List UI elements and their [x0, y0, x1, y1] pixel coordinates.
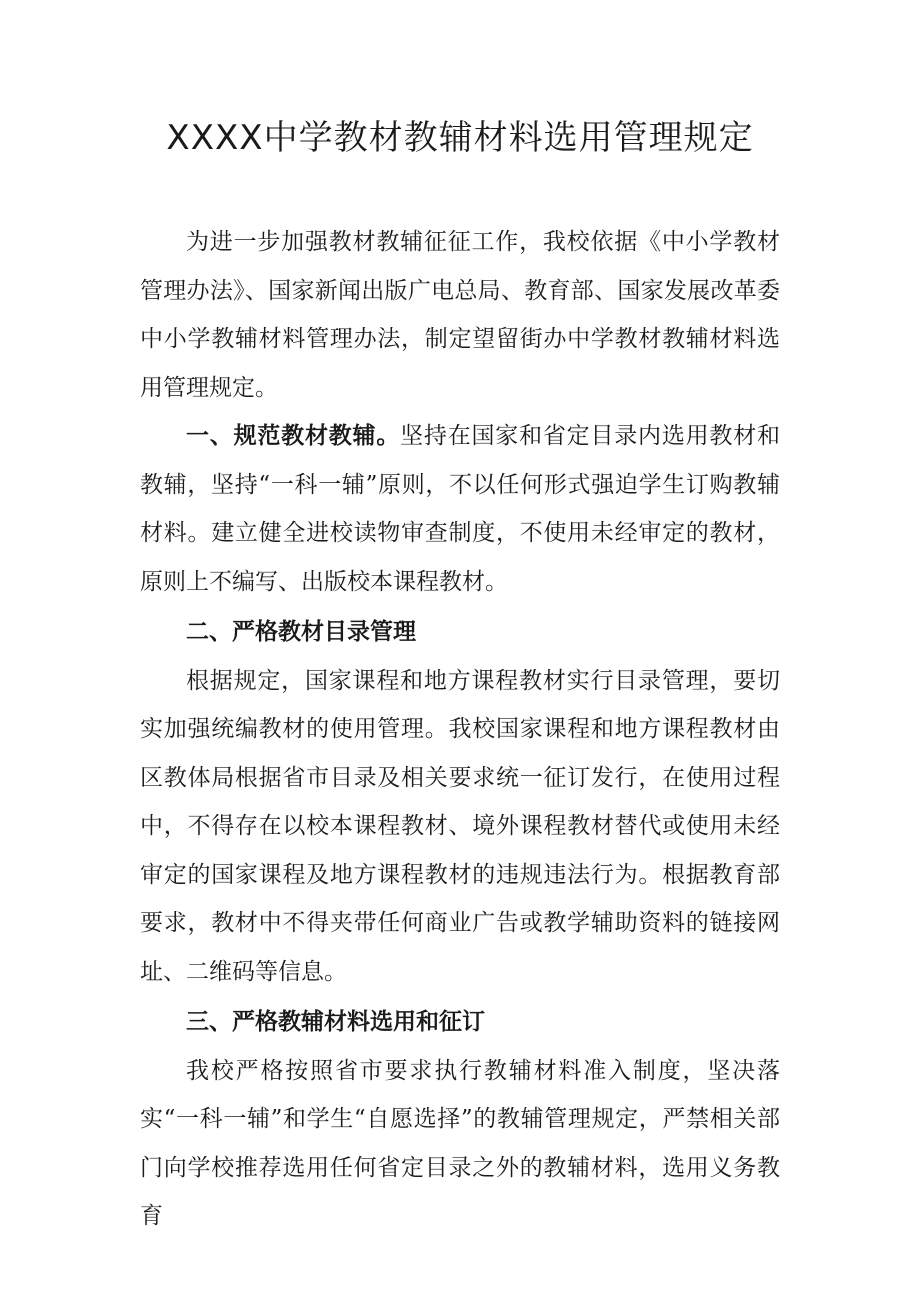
section-2-heading: 二、严格教材目录管理 [186, 619, 416, 645]
section-1-heading: 一、规范教材教辅。 [186, 423, 401, 449]
section-3-heading: 三、严格教辅材料选用和征订 [186, 1009, 485, 1035]
document-title: XXXX中学教材教辅材料选用管理规定 [166, 118, 754, 158]
section-3-paragraph: 我校严格按照省市要求执行教辅材料准入制度，坚决落实“一科一辅”和学生“自愿选择”的教辅管理规定，严禁相关部门向学校推荐选用任何省定目录之外的教辅材料，选用义务教育 [140, 1057, 780, 1229]
section-2-paragraph: 根据规定，国家课程和地方课程教材实行目录管理，要切实加强统编教材的使用管理。我校国家课程和地方课程教材由区教体局根据省市目录及相关要求统一征订发行，在使用过程中，不得存在以校本课程教材、境外课程教材替代或使用未经审定的国家课程及地方课程教材的违规违法行为。根据教育部要求，教材中不得夹带任何商业广告或教学辅助资料的链接网址、二维码等信息。 [140, 667, 780, 985]
document-body [140, 218, 780, 1241]
section-1-text: 坚持在国家和省定目录内选用教材和教辅，坚持“一科一辅”原则，不以任何形式强迫学生订购教辅材料。建立健全进校读物审查制度，不使用未经审定的教材，原则上不编写、出版校本课程教材。 [140, 423, 781, 595]
intro-paragraph: 为进一步加强教材教辅征征工作，我校依据《中小学教材管理办法》、国家新闻出版广电总局、教育部、国家发展改革委中小学教辅材料管理办法，制定望留街办中学教材教辅材料选用管理规定。 [140, 229, 780, 401]
section-1-paragraph [140, 412, 780, 606]
